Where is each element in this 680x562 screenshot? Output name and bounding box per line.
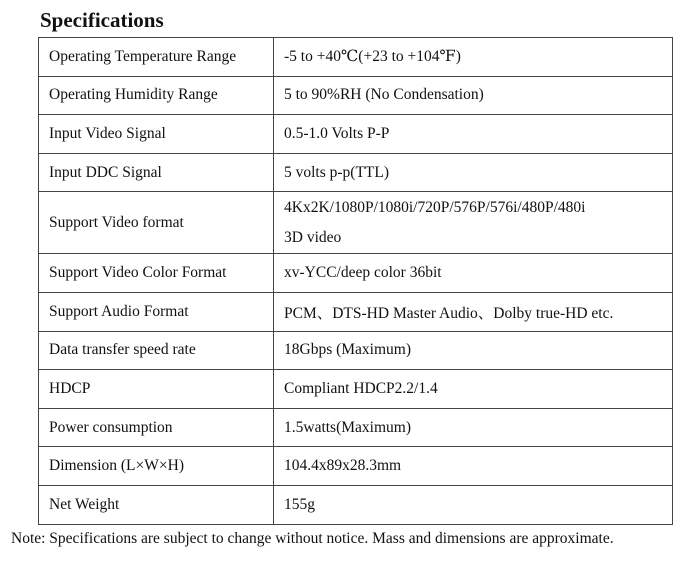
spec-value: 104.4x89x28.3mm bbox=[274, 447, 673, 486]
table-row bbox=[39, 115, 673, 154]
table-row bbox=[39, 254, 673, 293]
spec-value-line: 4Kx2K/1080P/1080i/720P/576P/576i/480P/480i bbox=[284, 198, 586, 216]
spec-value: 0.5-1.0 Volts P-P bbox=[274, 115, 673, 154]
table-row bbox=[39, 331, 673, 370]
table-row bbox=[39, 38, 673, 77]
table-row bbox=[39, 292, 673, 331]
spec-value: -5 to +40℃(+23 to +104℉) bbox=[274, 38, 673, 77]
spec-label: Support Video Color Format bbox=[39, 254, 274, 293]
spec-value: 5 to 90%RH (No Condensation) bbox=[274, 76, 673, 115]
spec-value: 155g bbox=[274, 485, 673, 524]
specifications-table bbox=[38, 37, 673, 525]
spec-label: HDCP bbox=[39, 370, 274, 409]
spec-label: Support Audio Format bbox=[39, 292, 274, 331]
spec-value-line: 3D video bbox=[284, 228, 342, 246]
table-row bbox=[39, 447, 673, 486]
spec-value: Compliant HDCP2.2/1.4 bbox=[274, 370, 673, 409]
spec-value bbox=[274, 192, 673, 254]
spec-value: xv-YCC/deep color 36bit bbox=[274, 254, 673, 293]
spec-label: Data transfer speed rate bbox=[39, 331, 274, 370]
table-row bbox=[39, 76, 673, 115]
spec-label: Support Video format bbox=[39, 192, 274, 254]
spec-label: Input DDC Signal bbox=[39, 153, 274, 192]
spec-label: Input Video Signal bbox=[39, 115, 274, 154]
table-row bbox=[39, 153, 673, 192]
table-row bbox=[39, 192, 673, 254]
spec-label: Net Weight bbox=[39, 485, 274, 524]
table-row bbox=[39, 370, 673, 409]
spec-label: Power consumption bbox=[39, 408, 274, 447]
spec-value: 5 volts p-p(TTL) bbox=[274, 153, 673, 192]
spec-value: 1.5watts(Maximum) bbox=[274, 408, 673, 447]
table-row bbox=[39, 408, 673, 447]
spec-label: Dimension (L×W×H) bbox=[39, 447, 274, 486]
table-row bbox=[39, 485, 673, 524]
page-title: Specifications bbox=[40, 8, 164, 32]
spec-value: PCM、DTS-HD Master Audio、Dolby true-HD etc. bbox=[274, 292, 673, 331]
footnote: Note: Specifications are subject to change without notice. Mass and dimensions are approximate. bbox=[11, 530, 614, 547]
spec-value: 18Gbps (Maximum) bbox=[274, 331, 673, 370]
spec-label: Operating Humidity Range bbox=[39, 76, 274, 115]
spec-label: Operating Temperature Range bbox=[39, 38, 274, 77]
